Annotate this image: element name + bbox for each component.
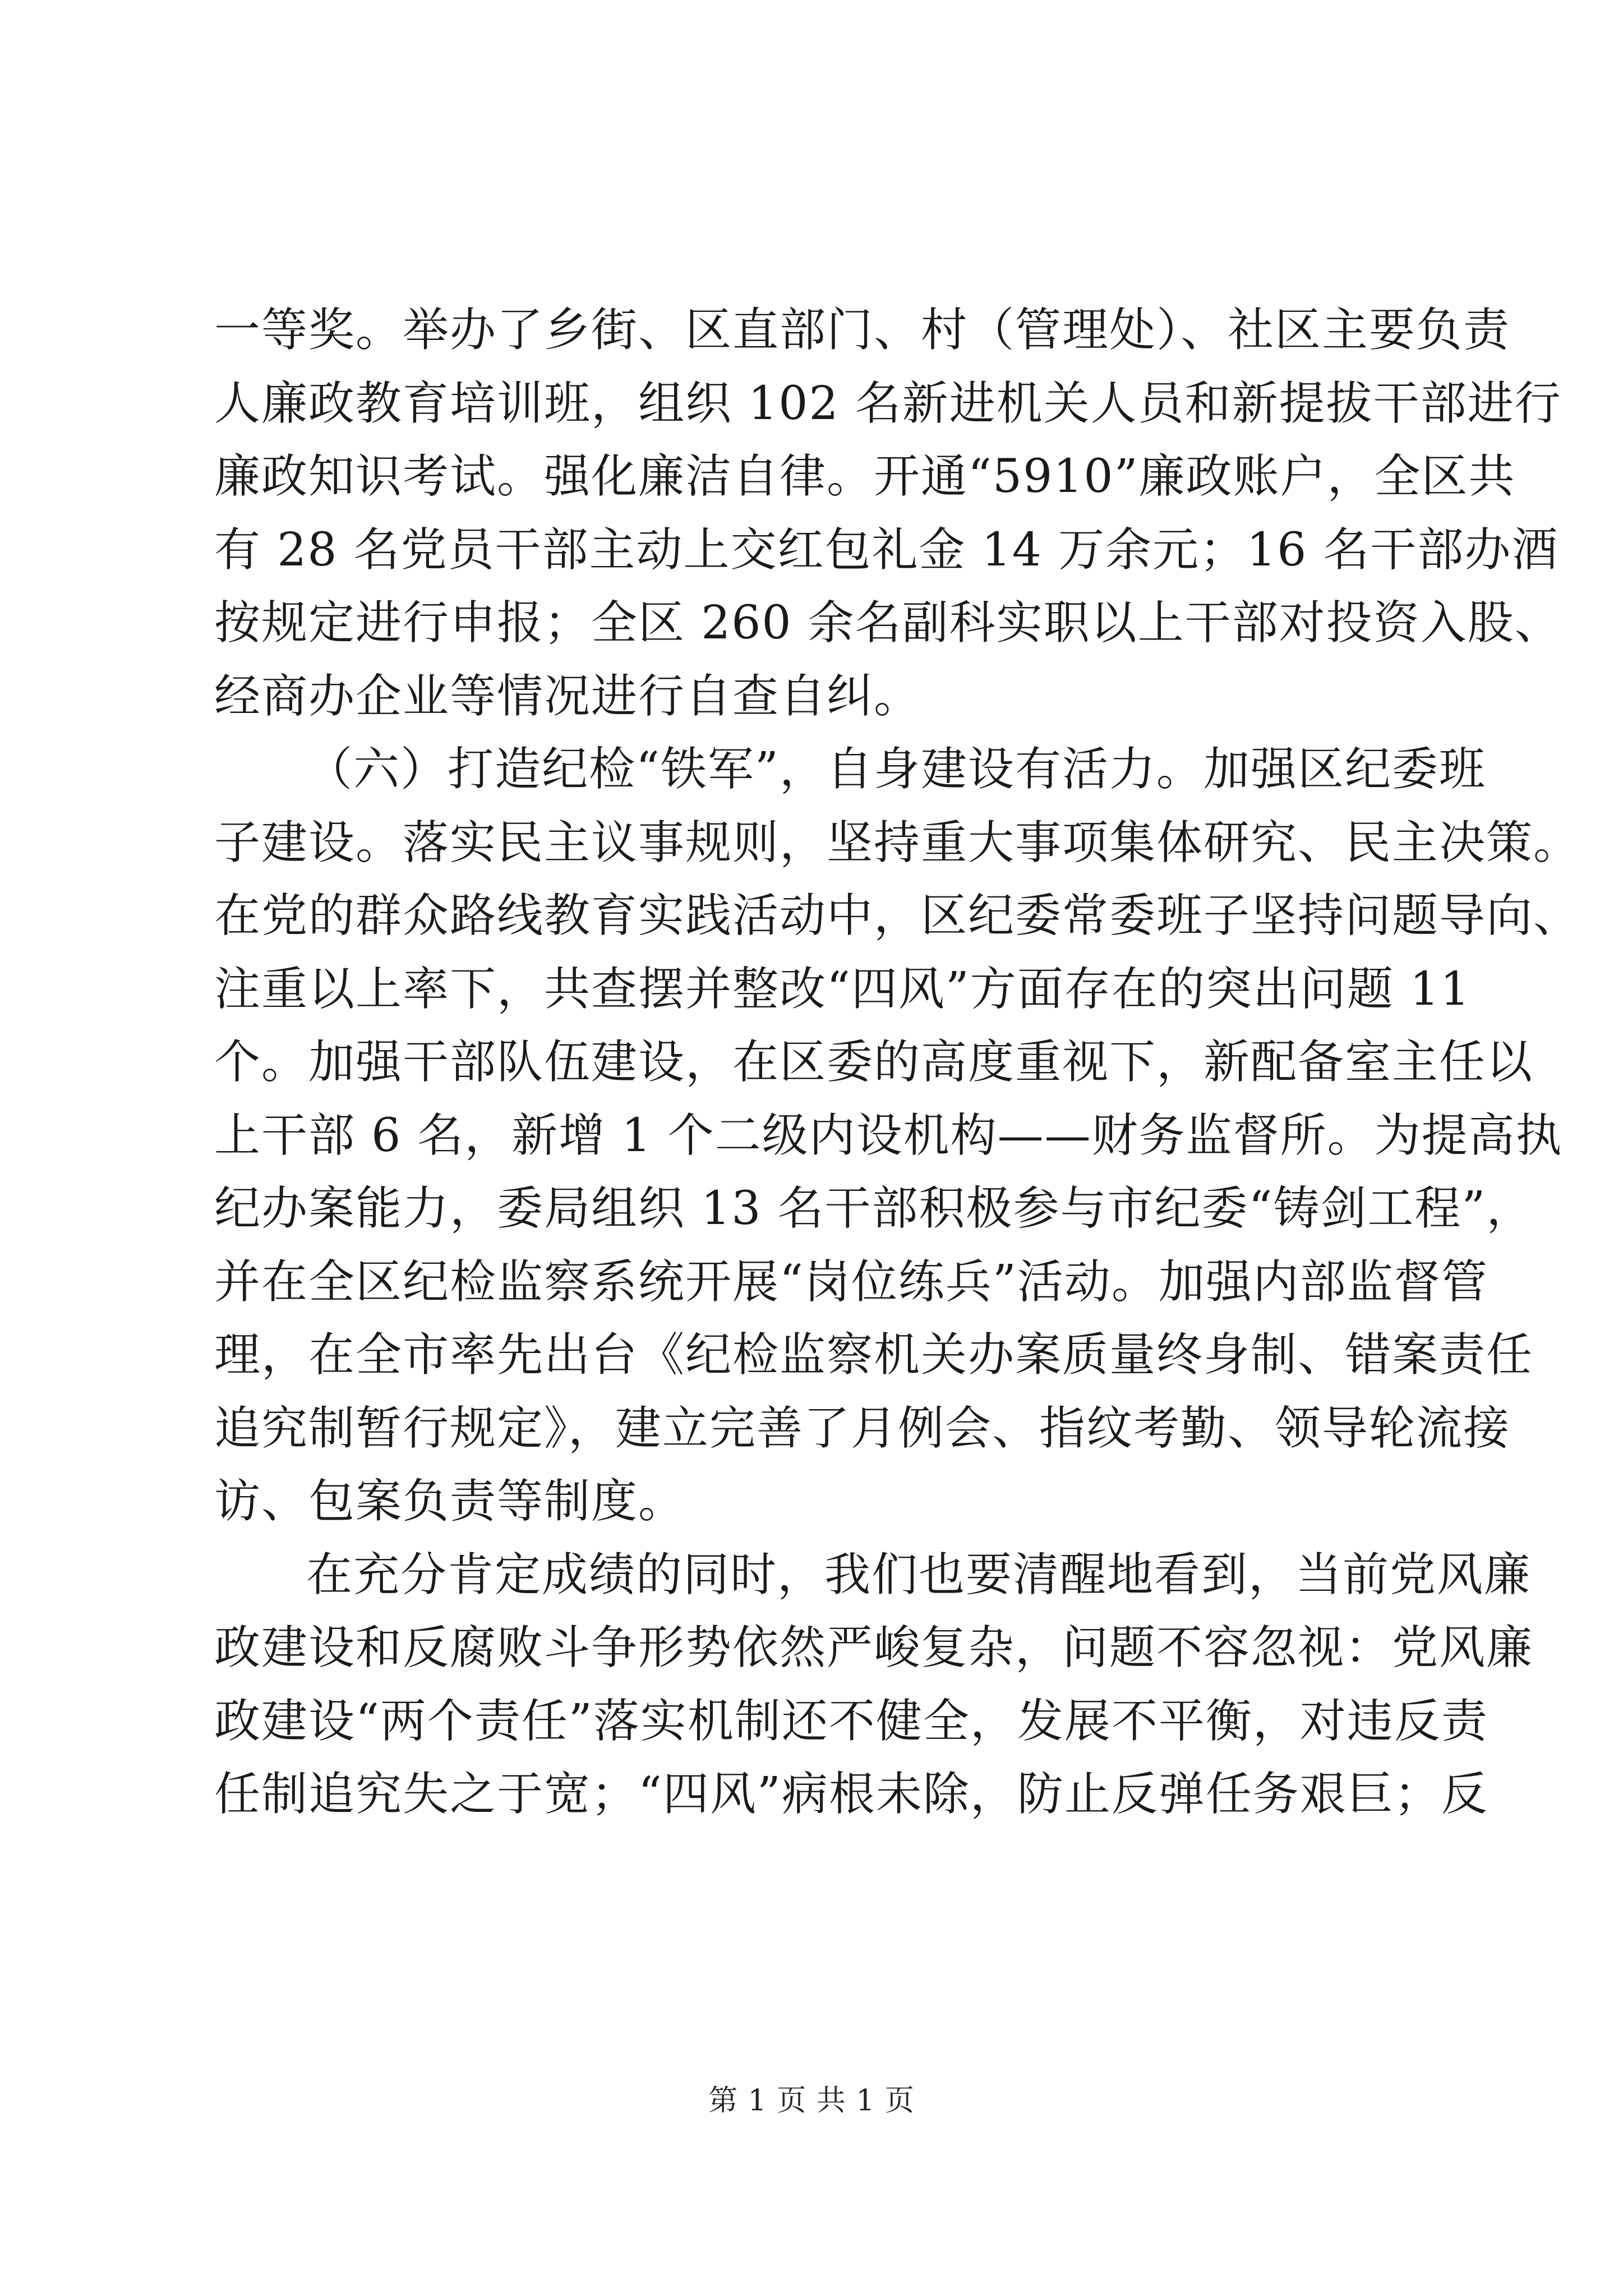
- text-line: 追究制暂行规定》，建立完善了月例会、指纹考勤、领导轮流接: [214, 1401, 1511, 1455]
- text-line: 人廉政教育培训班，组织 102 名新进机关人员和新提拔干部进行: [214, 376, 1562, 430]
- text-line: 任制追究失之于宽；“四风”病根未除，防止反弹任务艰巨；反: [214, 1768, 1488, 1821]
- text-line: 上干部 6 名，新增 1 个二级内设机构——财务监督所。为提高执: [214, 1108, 1563, 1162]
- text-line: 访、包案负责等制度。: [214, 1475, 686, 1528]
- text-line: 个。加强干部队伍建设，在区委的高度重视下，新配备室主任以: [214, 1036, 1534, 1089]
- paragraph-start-line: 在充分肯定成绩的同时，我们也要清醒地看到，当前党风廉: [306, 1548, 1532, 1602]
- text-line: 并在全区纪检监察系统开展“岗位练兵”活动。加强内部监督管: [214, 1255, 1488, 1309]
- text-line: 一等奖。举办了乡街、区直部门、村（管理处）、社区主要负责: [214, 303, 1511, 357]
- text-line: 廉政知识考试。强化廉洁自律。开通“5910”廉政账户，全区共: [214, 450, 1516, 503]
- text-line: 理，在全市率先出台《纪检监察机关办案质量终身制、错案责任: [214, 1328, 1534, 1382]
- text-line: 有 28 名党员干部主动上交红包礼金 14 万余元；16 名干部办酒: [214, 523, 1559, 577]
- text-line: 政建设“两个责任”落实机制还不健全，发展不平衡，对违反责: [214, 1694, 1488, 1748]
- text-line: 纪办案能力，委局组织 13 名干部积极参与市纪委“铸剑工程”，: [214, 1182, 1534, 1235]
- text-line: 注重以上率下，共查摆并整改“四风”方面存在的突出问题 11: [214, 962, 1471, 1016]
- paragraph-start-line: （六）打造纪检“铁军”，自身建设有活力。加强区纪委班: [306, 743, 1486, 796]
- page-number-footer: 第 1 页 共 1 页: [708, 2084, 915, 2118]
- body-text: [214, 294, 1581, 1832]
- text-line: 在党的群众路线教育实践活动中，区纪委常委班子坚持问题导向、: [214, 889, 1581, 942]
- text-line: 经商办企业等情况进行自查自纠。: [214, 669, 921, 723]
- text-line: 政建设和反腐败斗争形势依然严峻复杂，问题不容忽视：党风廉: [214, 1621, 1534, 1674]
- text-line: 子建设。落实民主议事规则，坚持重大事项集体研究、民主决策。: [214, 816, 1581, 869]
- text-line: 按规定进行申报；全区 260 余名副科实职以上干部对投资入股、: [214, 596, 1562, 650]
